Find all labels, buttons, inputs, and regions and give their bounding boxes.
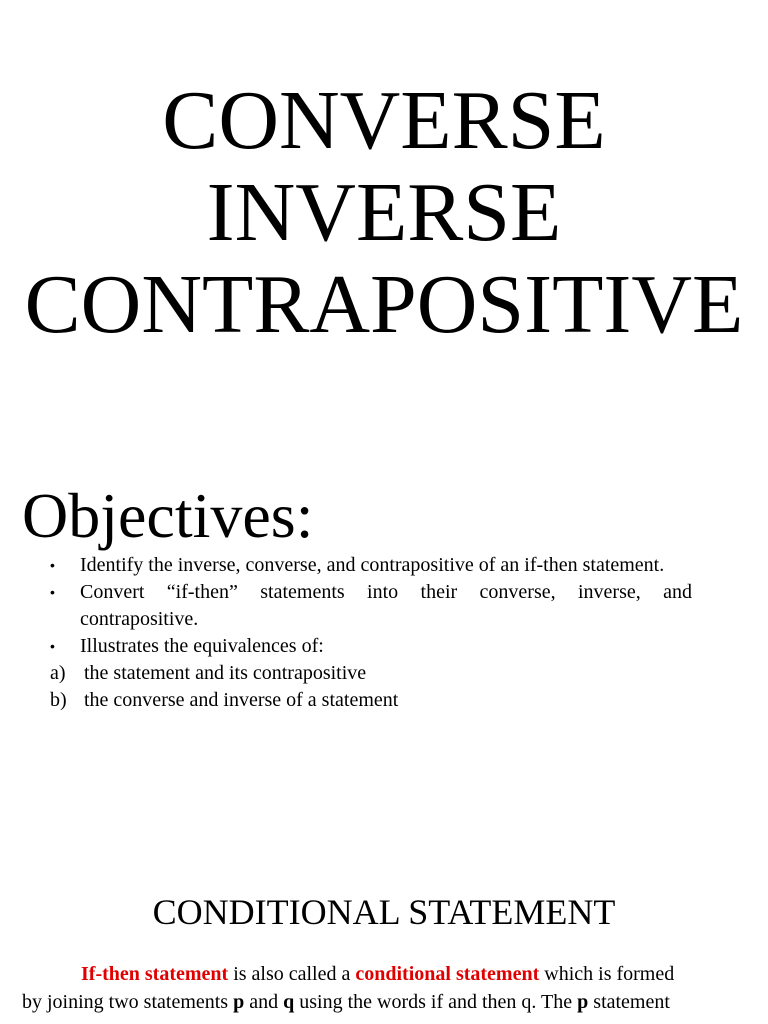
subitem-marker: a) — [50, 662, 66, 684]
objective-subitem — [50, 660, 692, 687]
paragraph-text: and — [244, 991, 284, 1013]
slide-title — [0, 75, 768, 351]
section-heading: CONDITIONAL STATEMENT — [152, 892, 616, 932]
term-q: q — [283, 991, 295, 1013]
title-line-inverse: INVERSE — [206, 166, 562, 259]
objective-text: Convert “if-then” statements into their converse, inverse, and contrapositive. — [80, 581, 692, 630]
title-line-contrapositive: CONTRAPOSITIVE — [24, 258, 744, 351]
paragraph-text: is also called a — [228, 963, 356, 985]
bullet-icon: • — [50, 584, 55, 600]
conditional-paragraph — [0, 960, 768, 1024]
subitem-text: the converse and inverse of a statement — [84, 689, 399, 711]
objectives-heading: Objectives: — [22, 480, 314, 551]
paragraph-line — [81, 960, 674, 988]
paragraph-line — [22, 988, 670, 1016]
objective-subitem — [50, 687, 692, 714]
term-conditional-statement: conditional statement — [355, 963, 540, 985]
objective-text: Illustrates the equivalences of: — [80, 635, 324, 657]
bullet-icon: • — [50, 638, 55, 654]
subitem-text: the statement and its contrapositive — [84, 662, 367, 684]
term-p: p — [577, 991, 589, 1013]
objective-item — [50, 633, 692, 660]
objective-item — [50, 579, 692, 633]
subitem-marker: b) — [50, 689, 67, 711]
objective-item — [50, 552, 692, 579]
paragraph-text: using the words if and then q. The — [294, 991, 578, 1013]
paragraph-text: by joining two statements — [22, 991, 234, 1013]
title-line-converse: CONVERSE — [162, 74, 606, 167]
term-p: p — [233, 991, 245, 1013]
objective-text: Identify the inverse, converse, and contrapositive of an if-then statement. — [80, 554, 665, 576]
bullet-icon: • — [50, 557, 55, 573]
paragraph-text: which is formed — [539, 963, 675, 985]
term-if-then-statement: If-then statement — [81, 963, 229, 985]
objectives-list — [50, 552, 692, 714]
paragraph-text: statement — [588, 991, 670, 1013]
